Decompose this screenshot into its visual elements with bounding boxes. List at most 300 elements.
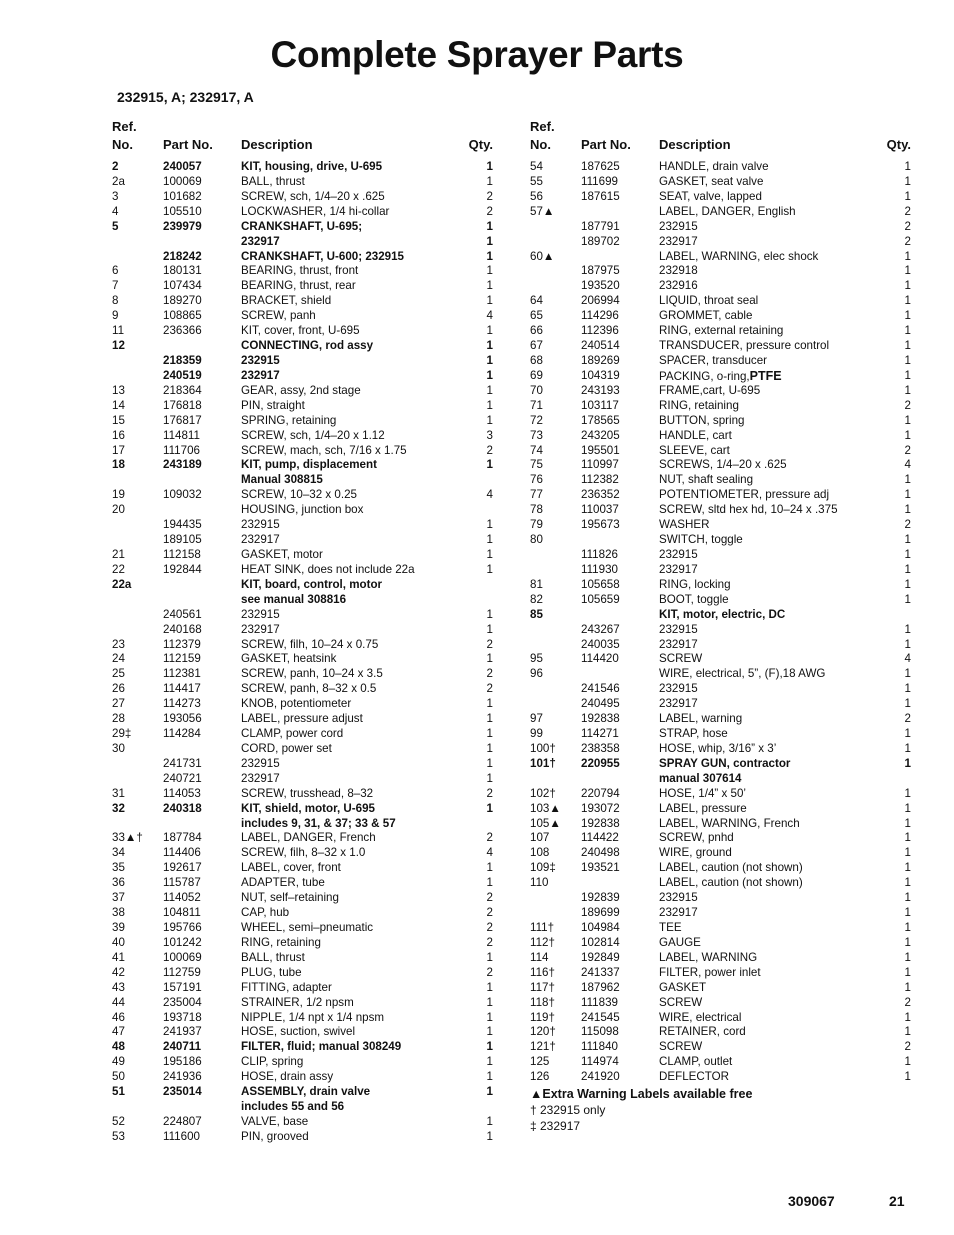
- part-number-cell: 240514: [581, 339, 620, 353]
- qty-cell: 1: [486, 995, 493, 1009]
- table-row: [112, 652, 497, 667]
- part-number-cell: 103117: [581, 398, 619, 412]
- part-number-cell: 235014: [163, 1085, 202, 1099]
- description-cell: KIT, pump, displacement: [241, 458, 377, 472]
- table-row: [530, 906, 915, 921]
- ref-cell: 39: [112, 921, 125, 935]
- ref-cell: 118†: [530, 995, 555, 1009]
- part-number-cell: 108865: [163, 309, 202, 323]
- qty-cell: 1: [486, 383, 493, 397]
- description-cell: 232915: [241, 353, 280, 367]
- ref-cell: 64: [530, 294, 543, 308]
- description-cell: SCREW, panh, 10–24 x 3.5: [241, 667, 383, 681]
- table-row: [530, 667, 915, 682]
- description-cell: [659, 369, 782, 385]
- part-number-cell: 220794: [581, 786, 620, 800]
- part-number-cell: 114420: [581, 652, 619, 666]
- table-row: [530, 414, 915, 429]
- ref-cell: 18: [112, 458, 125, 472]
- ref-cell: 66: [530, 324, 543, 338]
- ref-cell: 30: [112, 741, 125, 755]
- part-number-cell: 240711: [163, 1040, 202, 1054]
- description-cell: KNOB, potentiometer: [241, 697, 352, 711]
- qty-cell: 1: [904, 846, 911, 860]
- table-row: [530, 623, 915, 638]
- description-cell: 232915: [241, 607, 280, 621]
- header-part-no: Part No.: [581, 137, 631, 152]
- part-number-cell: 239979: [163, 219, 202, 233]
- table-row: [530, 638, 915, 653]
- table-row: [530, 891, 915, 906]
- ref-cell: 72: [530, 413, 543, 427]
- description-cell: GEAR, assy, 2nd stage: [241, 383, 361, 397]
- ref-cell: 43: [112, 980, 125, 994]
- description-cell: GASKET: [659, 980, 707, 994]
- description-cell: BALL, thrust: [241, 174, 305, 188]
- table-row: [112, 891, 497, 906]
- description-cell: GROMMET, cable: [659, 309, 753, 323]
- part-number-cell: 235004: [163, 995, 202, 1009]
- table-row: [530, 981, 915, 996]
- table-row: [112, 593, 497, 608]
- table-row: [112, 473, 497, 488]
- table-row: [530, 563, 915, 578]
- ref-cell: 5: [112, 219, 119, 233]
- ref-cell: 81: [530, 577, 543, 591]
- table-row: [112, 831, 497, 846]
- qty-cell: 2: [486, 831, 493, 845]
- part-number-cell: 241920: [581, 1070, 620, 1084]
- part-number-cell: 192617: [163, 861, 202, 875]
- description-cell: BRACKET, shield: [241, 294, 332, 308]
- part-number-cell: 243267: [581, 622, 620, 636]
- table-row: [530, 160, 915, 175]
- description-cell: HOSE, 1/4” x 50’: [659, 786, 746, 800]
- description-cell: WASHER: [659, 518, 710, 532]
- ref-cell: 37: [112, 891, 125, 905]
- part-number-cell: 195766: [163, 921, 202, 935]
- part-number-cell: 193072: [581, 801, 620, 815]
- table-row: [112, 294, 497, 309]
- ref-cell: 34: [112, 846, 125, 860]
- table-row: [112, 1115, 497, 1130]
- ref-cell: 13: [112, 383, 125, 397]
- qty-cell: 3: [486, 428, 493, 442]
- table-row: [112, 250, 497, 265]
- ref-cell: 2: [112, 160, 119, 173]
- qty-cell: 1: [486, 876, 493, 890]
- part-number-cell: 104811: [163, 906, 201, 920]
- description-cell: KIT, motor, electric, DC: [659, 607, 786, 621]
- description-cell: SCREW: [659, 1040, 703, 1054]
- table-row: [112, 488, 497, 503]
- description-cell: 232915: [241, 756, 280, 770]
- ref-cell: 36: [112, 876, 125, 890]
- description-cell: FILTER, fluid; manual 308249: [241, 1040, 402, 1054]
- table-row: [112, 906, 497, 921]
- part-number-cell: 112379: [163, 637, 201, 651]
- table-row: [530, 861, 915, 876]
- part-number-cell: 102814: [581, 935, 620, 949]
- part-number-cell: 240168: [163, 622, 202, 636]
- qty-cell: 1: [486, 1115, 493, 1128]
- table-row: [112, 817, 497, 832]
- table-row: [112, 354, 497, 369]
- ref-cell: 71: [530, 398, 543, 412]
- table-row: [112, 802, 497, 817]
- part-number-cell: 195673: [581, 518, 620, 532]
- part-number-cell: 240035: [581, 637, 620, 651]
- description-cell: SCREW, panh, 8–32 x 0.5: [241, 682, 377, 696]
- model-numbers: 232915, A; 232917, A: [117, 89, 254, 105]
- qty-cell: 1: [904, 249, 911, 263]
- description-cell: NUT, self–retaining: [241, 891, 339, 905]
- qty-cell: 2: [486, 637, 493, 651]
- description-cell: LIQUID, throat seal: [659, 294, 759, 308]
- qty-cell: 2: [486, 682, 493, 696]
- table-row: [112, 444, 497, 459]
- qty-cell: 1: [904, 189, 911, 203]
- part-number-cell: 110037: [581, 503, 619, 517]
- ref-cell: 101†: [530, 756, 556, 770]
- description-cell: SCREW: [659, 652, 703, 666]
- ref-cell: 16: [112, 428, 125, 442]
- ref-cell: 52: [112, 1115, 125, 1128]
- description-cell: CRANKSHAFT, U-695;: [241, 219, 363, 233]
- description-cell: BEARING, thrust, front: [241, 264, 359, 278]
- description-cell: KIT, shield, motor, U-695: [241, 801, 376, 815]
- qty-cell: 1: [486, 234, 493, 248]
- description-cell: LABEL, caution (not shown): [659, 876, 803, 890]
- description-cell: LABEL, WARNING, elec shock: [659, 249, 819, 263]
- table-row: [530, 1055, 915, 1070]
- qty-cell: 1: [904, 473, 911, 487]
- part-number-cell: 187975: [581, 264, 620, 278]
- table-row: [112, 981, 497, 996]
- ref-cell: 46: [112, 1010, 125, 1024]
- description-cell: HOSE, whip, 3/16” x 3’: [659, 741, 777, 755]
- description-cell: HANDLE, drain valve: [659, 160, 769, 173]
- part-number-cell: 189270: [163, 294, 202, 308]
- qty-cell: 1: [486, 1010, 493, 1024]
- qty-cell: 2: [904, 219, 911, 233]
- qty-cell: 1: [486, 547, 493, 561]
- description-cell: 232915: [659, 682, 698, 696]
- description-cell: CORD, power set: [241, 741, 332, 755]
- ref-cell: 110: [530, 876, 549, 890]
- description-cell: LABEL, DANGER, French: [241, 831, 376, 845]
- ref-cell: 111†: [530, 921, 555, 935]
- description-cell: 232917: [241, 368, 280, 382]
- description-cell: SCREW, filh, 8–32 x 1.0: [241, 846, 366, 860]
- description-cell: SCREW, 10–32 x 0.25: [241, 488, 357, 502]
- table-row: [112, 160, 497, 175]
- table-row: [112, 1130, 497, 1145]
- part-number-cell: 192849: [581, 950, 620, 964]
- table-row: [530, 1011, 915, 1026]
- description-cell: CLIP, spring: [241, 1055, 304, 1069]
- table-row: [112, 1025, 497, 1040]
- part-number-cell: 176818: [163, 398, 202, 412]
- part-number-cell: 243205: [581, 428, 620, 442]
- ref-cell: 56: [530, 189, 543, 203]
- part-number-cell: 114406: [163, 846, 201, 860]
- ref-cell: 29‡: [112, 727, 132, 741]
- table-body: [530, 160, 915, 1085]
- ref-cell: 68: [530, 353, 543, 367]
- part-number-cell: 189699: [581, 906, 620, 920]
- part-number-cell: 105658: [581, 577, 620, 591]
- qty-cell: 1: [904, 547, 911, 561]
- description-cell: LOCKWASHER, 1/4 hi-collar: [241, 204, 390, 218]
- description-cell: HOSE, drain assy: [241, 1070, 334, 1084]
- description-cell: SCREWS, 1/4–20 x .625: [659, 458, 787, 472]
- qty-cell: 1: [904, 383, 911, 397]
- table-row: [530, 205, 915, 220]
- part-number-cell: 224807: [163, 1115, 202, 1128]
- qty-cell: 1: [486, 801, 493, 815]
- description-cell: STRAINER, 1/2 npsm: [241, 995, 354, 1009]
- parts-table-left: [112, 119, 497, 1145]
- qty-cell: 1: [486, 339, 493, 353]
- qty-cell: 1: [486, 458, 493, 472]
- table-row: [112, 712, 497, 727]
- ref-cell: 54: [530, 160, 543, 173]
- table-row: [530, 339, 915, 354]
- table-row: [112, 309, 497, 324]
- table-row: [112, 190, 497, 205]
- ref-cell: 57▲: [530, 204, 555, 218]
- part-number-cell: 114296: [581, 309, 619, 323]
- qty-cell: 1: [904, 294, 911, 308]
- table-row: [530, 742, 915, 757]
- part-number-cell: 105510: [163, 204, 202, 218]
- part-number-cell: 187962: [581, 980, 620, 994]
- table-row: [112, 429, 497, 444]
- description-cell: HANDLE, cart: [659, 428, 732, 442]
- description-cell: SCREW, mach, sch, 7/16 x 1.75: [241, 443, 407, 457]
- ref-cell: 97: [530, 712, 543, 726]
- ref-cell: 2a: [112, 174, 125, 188]
- part-number-cell: 193056: [163, 712, 202, 726]
- part-number-cell: 111600: [163, 1129, 200, 1143]
- description-cell: DEFLECTOR: [659, 1070, 730, 1084]
- note-warning-labels: ▲Extra Warning Labels available free: [530, 1087, 753, 1102]
- table-row: [112, 1085, 497, 1100]
- table-row: [112, 518, 497, 533]
- table-row: [112, 533, 497, 548]
- ref-cell: 38: [112, 906, 125, 920]
- description-cell: KIT, board, control, motor: [241, 577, 383, 591]
- description-cell: LABEL, cover, front: [241, 861, 341, 875]
- description-cell: PIN, grooved: [241, 1129, 309, 1143]
- qty-cell: 1: [904, 637, 911, 651]
- description-cell: GASKET, seat valve: [659, 174, 764, 188]
- table-row: [530, 309, 915, 324]
- part-number-cell: 112382: [581, 473, 619, 487]
- table-row: [112, 697, 497, 712]
- description-cell: 232915: [659, 622, 698, 636]
- qty-cell: 2: [486, 891, 493, 905]
- table-row: [112, 787, 497, 802]
- ref-cell: 33▲†: [112, 831, 143, 845]
- description-cell: SPRAY GUN, contractor: [659, 756, 791, 770]
- description-cell: 232917: [241, 622, 280, 636]
- table-row: [530, 772, 915, 787]
- part-number-cell: 114811: [163, 428, 200, 442]
- qty-cell: 1: [486, 294, 493, 308]
- table-row: [530, 399, 915, 414]
- description-cell: BALL, thrust: [241, 950, 305, 964]
- ref-cell: 82: [530, 592, 543, 606]
- description-cell: SCREW, panh: [241, 309, 316, 323]
- ref-cell: 26: [112, 682, 125, 696]
- description-cell: Manual 308815: [241, 473, 323, 487]
- description-cell: WIRE, electrical: [659, 1010, 742, 1024]
- description-cell: WIRE, ground: [659, 846, 732, 860]
- table-row: [112, 503, 497, 518]
- table-row: [112, 1040, 497, 1055]
- description-cell: SCREW, sch, 1/4–20 x 1.12: [241, 428, 385, 442]
- description-cell: LABEL, DANGER, English: [659, 204, 796, 218]
- table-row: [530, 787, 915, 802]
- ref-cell: 100†: [530, 741, 556, 755]
- part-number-cell: 114273: [163, 697, 201, 711]
- part-number-cell: 112396: [581, 324, 619, 338]
- part-number-cell: 112158: [163, 547, 201, 561]
- description-cell: RETAINER, cord: [659, 1025, 746, 1039]
- table-row: [112, 563, 497, 578]
- part-number-cell: 240498: [581, 846, 620, 860]
- qty-cell: 1: [904, 353, 911, 367]
- table-row: [112, 876, 497, 891]
- table-row: [530, 593, 915, 608]
- ref-cell: 96: [530, 667, 543, 681]
- qty-cell: 2: [486, 204, 493, 218]
- ref-cell: 49: [112, 1055, 125, 1069]
- part-number-cell: 105659: [581, 592, 620, 606]
- part-number-cell: 114052: [163, 891, 201, 905]
- part-number-cell: 114417: [163, 682, 201, 696]
- table-row: [112, 608, 497, 623]
- qty-cell: 1: [486, 324, 493, 338]
- ref-cell: 103▲: [530, 801, 561, 815]
- qty-cell: 1: [486, 249, 493, 263]
- table-row: [530, 175, 915, 190]
- table-row: [530, 652, 915, 667]
- table-row: [112, 861, 497, 876]
- note-dagger: † 232915 only: [530, 1103, 606, 1118]
- description-cell: BEARING, thrust, rear: [241, 279, 356, 293]
- description-cell: SPRING, retaining: [241, 413, 337, 427]
- table-row: [530, 354, 915, 369]
- ref-cell: 75: [530, 458, 543, 472]
- qty-cell: 1: [486, 1085, 493, 1099]
- description-cell: RING, locking: [659, 577, 731, 591]
- part-number-cell: 114284: [163, 727, 201, 741]
- header-qty: Qty.: [886, 137, 911, 152]
- note-double-dagger: ‡ 232917: [530, 1119, 581, 1134]
- table-row: [530, 533, 915, 548]
- table-row: [530, 817, 915, 832]
- part-number-cell: 240561: [163, 607, 202, 621]
- part-number-cell: 187791: [581, 219, 620, 233]
- ref-cell: 22: [112, 562, 125, 576]
- footnotes: [530, 1086, 915, 1134]
- qty-cell: 1: [904, 174, 911, 188]
- part-number-cell: 112159: [163, 652, 201, 666]
- parts-table-right: [530, 119, 915, 1134]
- ref-cell: 41: [112, 950, 125, 964]
- part-number-cell: 195186: [163, 1055, 202, 1069]
- part-number-cell: 111839: [581, 995, 618, 1009]
- part-number-cell: 104984: [581, 921, 620, 935]
- qty-cell: 1: [904, 160, 911, 173]
- ref-cell: 50: [112, 1070, 125, 1084]
- qty-cell: 4: [904, 652, 911, 666]
- table-row: [112, 623, 497, 638]
- part-number-cell: 178565: [581, 413, 620, 427]
- qty-cell: 1: [904, 1070, 911, 1084]
- ref-cell: 27: [112, 697, 125, 711]
- part-number-cell: 192838: [581, 712, 620, 726]
- table-row: [112, 742, 497, 757]
- qty-cell: 1: [486, 1070, 493, 1084]
- part-number-cell: 241546: [581, 682, 620, 696]
- part-number-cell: 192839: [581, 891, 620, 905]
- part-number-cell: 241936: [163, 1070, 202, 1084]
- ref-cell: 73: [530, 428, 543, 442]
- table-row: [112, 757, 497, 772]
- ref-cell: 79: [530, 518, 543, 532]
- description-cell: includes 9, 31, & 37; 33 & 57: [241, 816, 396, 830]
- part-number-cell: 240318: [163, 801, 202, 815]
- table-body: [112, 160, 497, 1145]
- part-number-cell: 236366: [163, 324, 202, 338]
- qty-cell: 1: [904, 428, 911, 442]
- part-number-cell: 236352: [581, 488, 620, 502]
- ref-cell: 105▲: [530, 816, 561, 830]
- description-cell: PLUG, tube: [241, 965, 302, 979]
- qty-cell: 1: [904, 264, 911, 278]
- description-cell: SCREW, sch, 1/4–20 x .625: [241, 189, 385, 203]
- part-number-cell: 111699: [581, 174, 618, 188]
- table-row: [530, 279, 915, 294]
- part-number-cell: 194435: [163, 518, 202, 532]
- table-row: [112, 458, 497, 473]
- ref-cell: 67: [530, 339, 543, 353]
- part-number-cell: 195501: [581, 443, 620, 457]
- part-number-cell: 114271: [581, 727, 619, 741]
- description-cell: 232915: [659, 219, 698, 233]
- qty-cell: 1: [904, 368, 911, 382]
- table-row: [112, 936, 497, 951]
- table-row: [112, 324, 497, 339]
- ref-cell: 125: [530, 1055, 550, 1069]
- part-number-cell: 180131: [163, 264, 202, 278]
- qty-cell: 1: [486, 562, 493, 576]
- ref-cell: 6: [112, 264, 119, 278]
- description-cell: NUT, shaft sealing: [659, 473, 754, 487]
- qty-cell: 1: [904, 831, 911, 845]
- ref-cell: 47: [112, 1025, 125, 1039]
- description-cell: LABEL, pressure adjust: [241, 712, 363, 726]
- qty-cell: 1: [904, 1010, 911, 1024]
- ref-cell: 95: [530, 652, 543, 666]
- table-row: [530, 488, 915, 503]
- ref-cell: 48: [112, 1040, 125, 1054]
- qty-cell: 1: [904, 756, 911, 770]
